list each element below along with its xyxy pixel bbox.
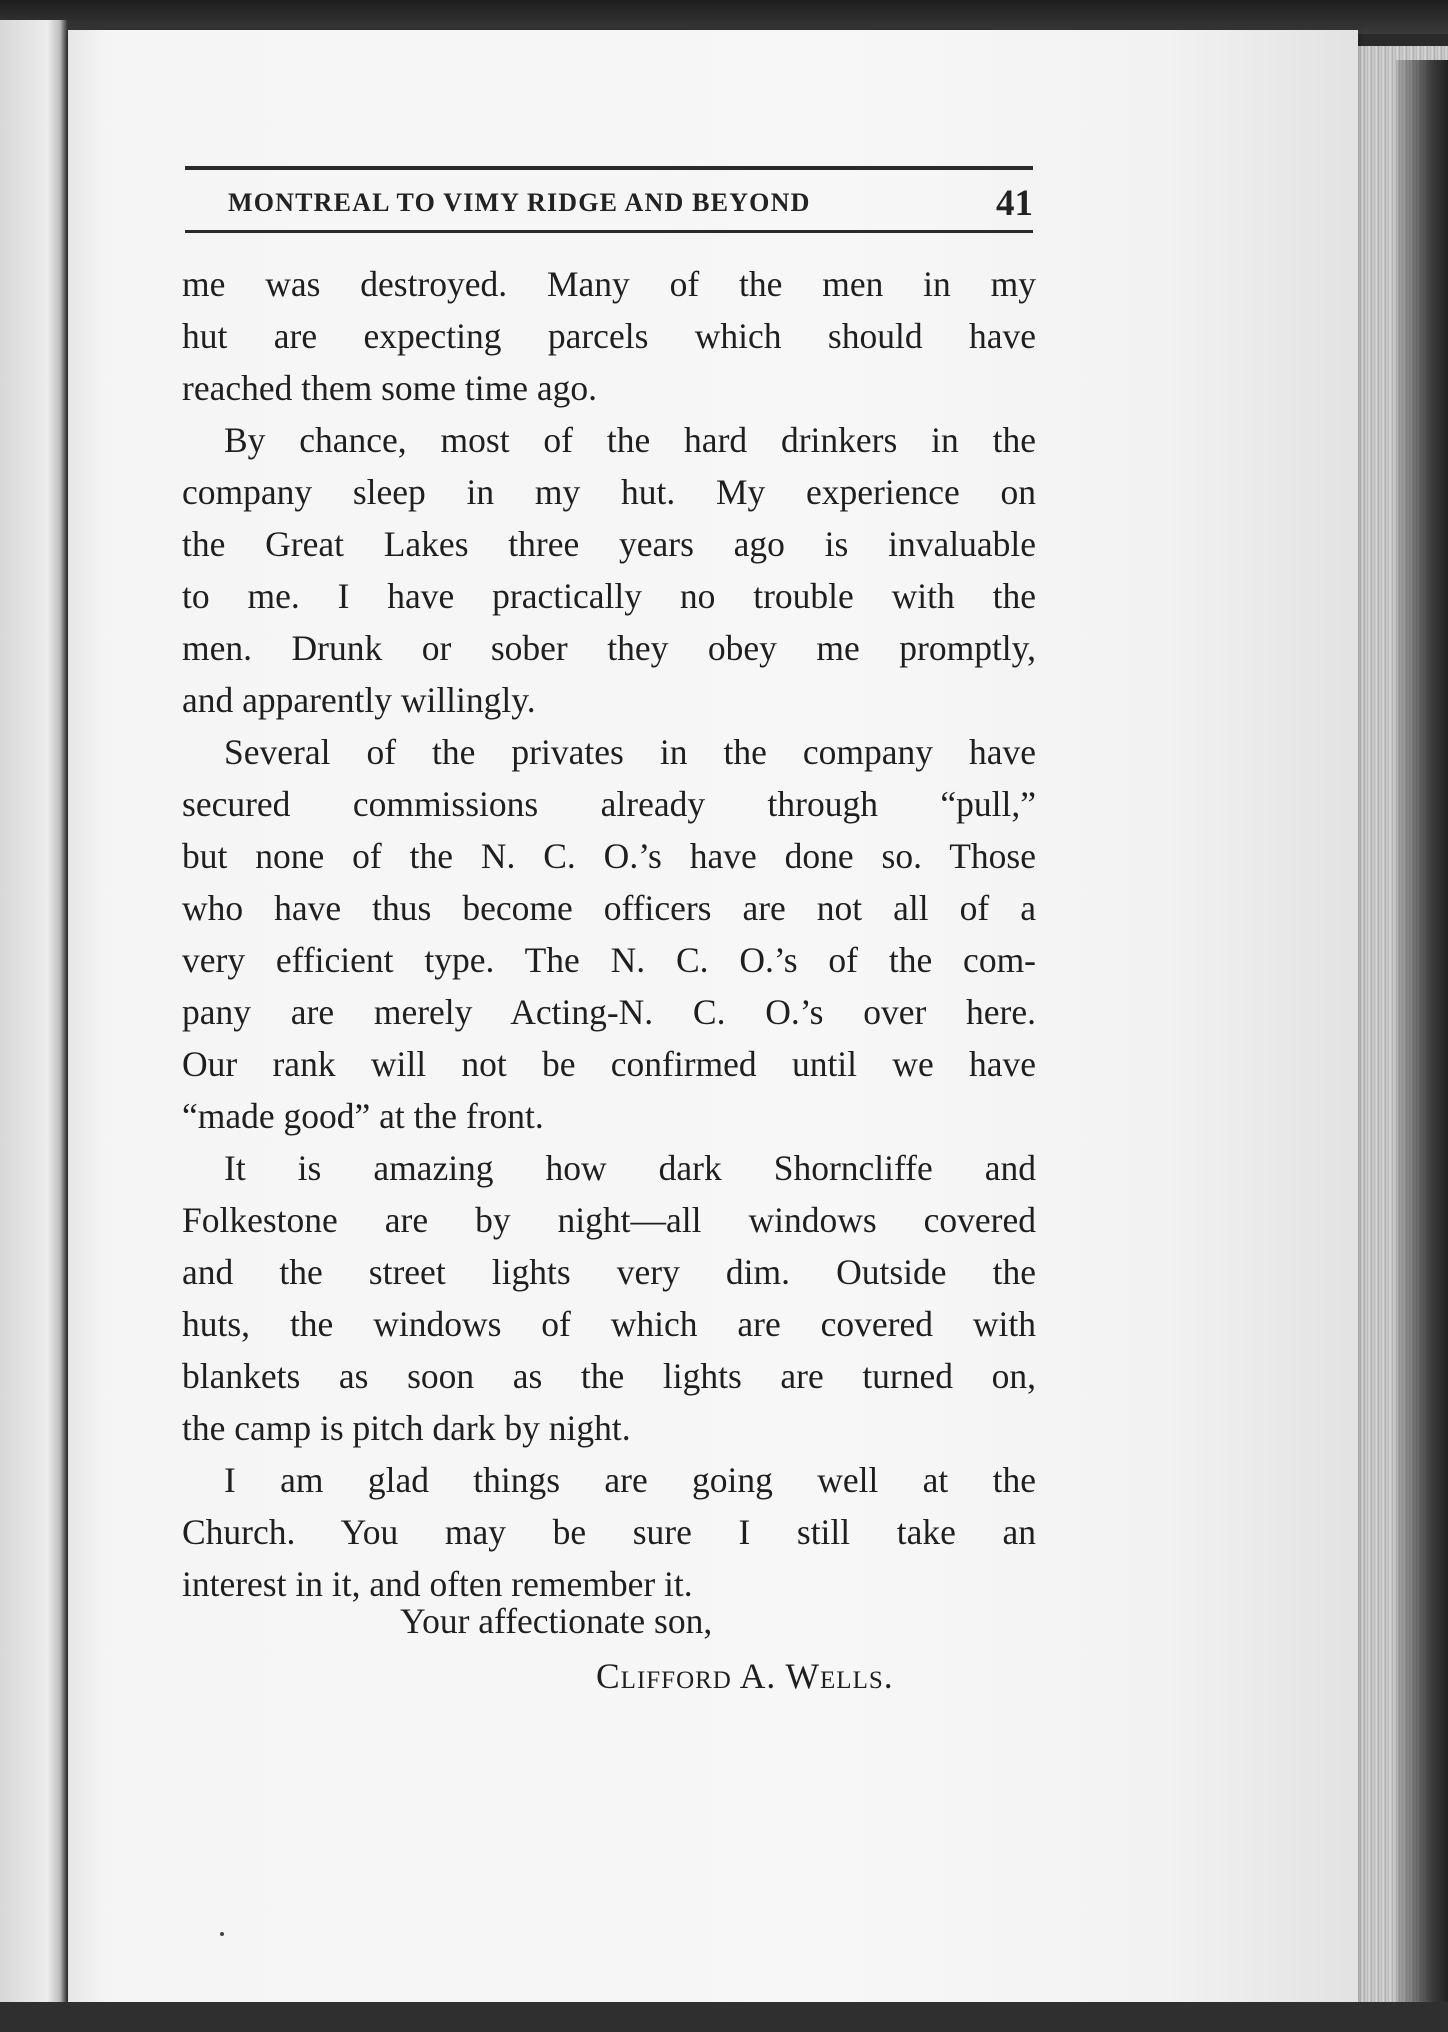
text-line: By chance, most of the hard drinkers in the <box>224 420 1036 460</box>
text-line: hut are expecting parcels which should have <box>182 316 1036 356</box>
text-line: the Great Lakes three years ago is invaluable <box>182 524 1036 564</box>
page-number: 41 <box>996 183 1033 224</box>
text-line: blankets as soon as the lights are turned on, <box>182 1356 1036 1396</box>
header-top-rule <box>185 166 1033 170</box>
text-line: Folkestone are by night—all windows covered <box>182 1200 1036 1240</box>
letter-signature: Clifford A. Wells. <box>596 1656 894 1696</box>
text-line: very efficient type. The N. C. O.’s of the com- <box>182 940 1036 980</box>
body-text <box>182 258 1036 1610</box>
text-line: to me. I have practically no trouble with the <box>182 576 1036 616</box>
running-head <box>185 182 1033 226</box>
header-bottom-rule <box>185 230 1033 233</box>
text-line: It is amazing how dark Shorncliffe and <box>224 1148 1036 1188</box>
text-line: Church. You may be sure I still take an <box>182 1512 1036 1552</box>
text-line: reached them some time ago. <box>182 368 597 408</box>
book-cover-shadow <box>1396 60 1448 2032</box>
scan-top-border <box>0 0 1448 34</box>
text-line: pany are merely Acting-N. C. O.’s over here. <box>182 992 1036 1032</box>
text-line: “made good” at the front. <box>182 1096 544 1136</box>
text-line: the camp is pitch dark by night. <box>182 1408 631 1448</box>
letter-closing: Your affectionate son, <box>400 1601 713 1641</box>
text-line: men. Drunk or sober they obey me promptly, <box>182 628 1036 668</box>
text-line: huts, the windows of which are covered with <box>182 1304 1036 1344</box>
text-line: interest in it, and often remember it. <box>182 1564 693 1604</box>
text-line: who have thus become officers are not all of a <box>182 888 1036 928</box>
text-line: me was destroyed. Many of the men in my <box>182 264 1036 304</box>
running-title: MONTREAL TO VIMY RIDGE AND BEYOND <box>228 188 811 217</box>
scan-bottom-border <box>0 2002 1448 2032</box>
text-line: I am glad things are going well at the <box>224 1460 1036 1500</box>
text-line: and apparently willingly. <box>182 680 536 720</box>
text-line: Several of the privates in the company have <box>224 732 1036 772</box>
facing-page-edge <box>0 20 68 2032</box>
text-line: Our rank will not be confirmed until we have <box>182 1044 1036 1084</box>
text-line: secured commissions already through “pull,” <box>182 784 1036 824</box>
text-line: and the street lights very dim. Outside the <box>182 1252 1036 1292</box>
text-line: company sleep in my hut. My experience on <box>182 472 1036 512</box>
text-line: but none of the N. C. O.’s have done so. Those <box>182 836 1036 876</box>
scan-speck <box>220 1932 224 1936</box>
